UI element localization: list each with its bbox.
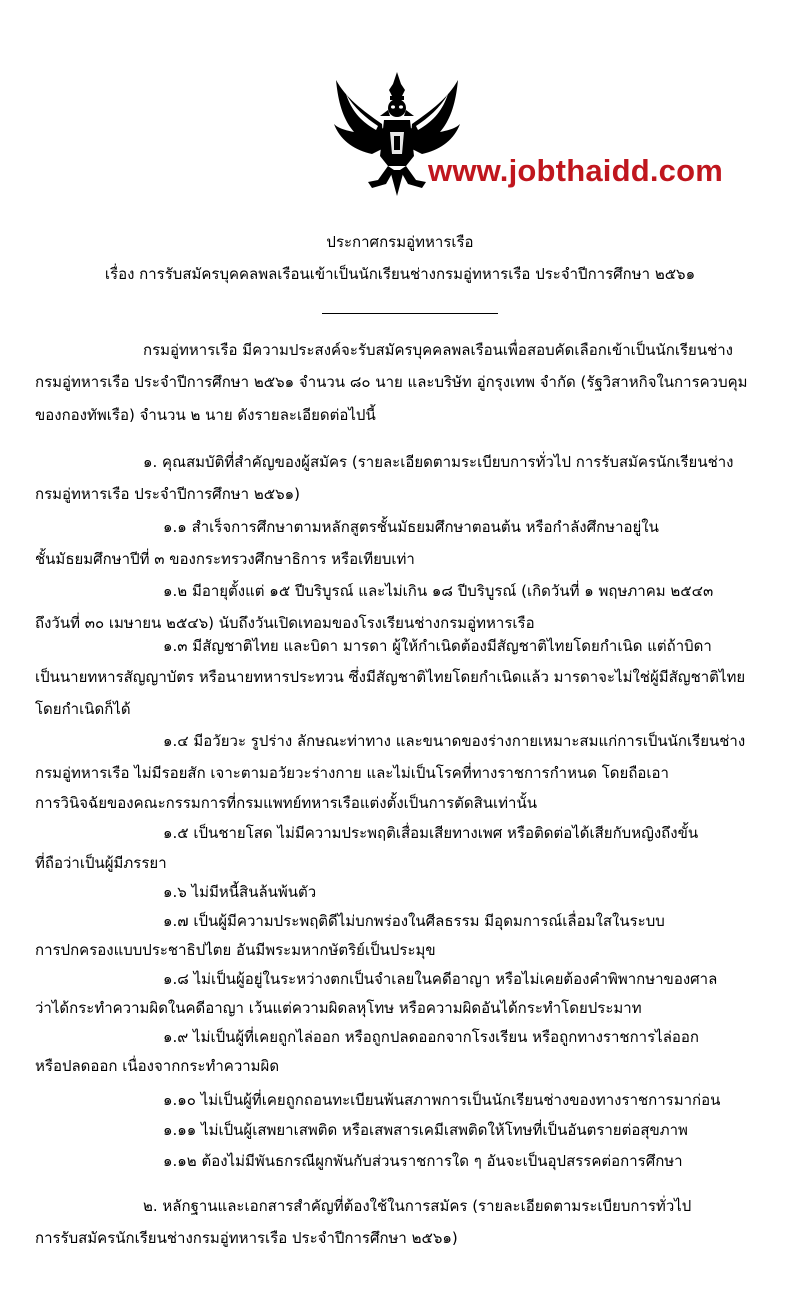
item-line: โดยกำเนิดก็ได้: [35, 700, 131, 718]
item-line: ๑.๑๐ ไม่เป็นผู้ที่เคยถูกถอนทะเบียนพ้นสภาพการเป็นนักเรียนช่างของทางราชการมาก่อน: [163, 1091, 721, 1109]
intro-line: กรมอู่ทหารเรือ มีความประสงค์จะรับสมัครบุคคลพลเรือนเพื่อสอบคัดเลือกเข้าเป็นนักเรียนช่าง: [143, 341, 734, 359]
item-line: ๑.๒ มีอายุตั้งแต่ ๑๕ ปีบริบูรณ์ และไม่เกิน ๑๘ ปีบริบูรณ์ (เกิดวันที่ ๑ พฤษภาคม ๒๕๔๓: [163, 582, 714, 600]
item-line: ๑.๗ เป็นผู้มีความประพฤติดีไม่บกพร่องในศีลธรรม มีอุดมการณ์เลื่อมใสในระบบ: [163, 912, 665, 930]
announcement-subject: เรื่อง การรับสมัครบุคคลพลเรือนเข้าเป็นนักเรียนช่างกรมอู่ทหารเรือ ประจำปีการศึกษา ๒๕๖๑: [104, 265, 696, 283]
item-line: ที่ถือว่าเป็นผู้มีภรรยา: [35, 854, 167, 872]
item-line: ชั้นมัธยมศึกษาปีที่ ๓ ของกระทรวงศึกษาธิการ หรือเทียบเท่า: [35, 550, 415, 568]
item-line: กรมอู่ทหารเรือ ไม่มีรอยสัก เจาะตามอวัยวะร่างกาย และไม่เป็นโรคที่ทางราชการกำหนด โดยถือเอา: [35, 764, 669, 782]
item-line: ๑.๓ มีสัญชาติไทย และบิดา มารดา ผู้ให้กำเนิดต้องมีสัญชาติไทยโดยกำเนิด แต่ถ้าบิดา: [163, 637, 712, 655]
section-heading: ๒. หลักฐานและเอกสารสำคัญที่ต้องใช้ในการสมัคร (รายละเอียดตามระเบียบการทั่วไป: [143, 1197, 692, 1215]
item-line: ว่าได้กระทำความผิดในคดีอาญา เว้นแต่ความผิดลหุโทษ หรือความผิดอันได้กระทำโดยประมาท: [35, 999, 642, 1017]
title-divider: [322, 313, 498, 314]
watermark-url: www.jobthaidd.com: [428, 153, 724, 188]
item-line: ๑.๙ ไม่เป็นผู้ที่เคยถูกไล่ออก หรือถูกปลดออกจากโรงเรียน หรือถูกทางราชการไล่ออก: [163, 1028, 699, 1046]
item-line: ๑.๖ ไม่มีหนี้สินล้นพ้นตัว: [163, 883, 317, 901]
item-line: ๑.๔ มีอวัยวะ รูปร่าง ลักษณะท่าทาง และขนาดของร่างกายเหมาะสมแก่การเป็นนักเรียนช่าง: [163, 732, 746, 750]
section-line: กรมอู่ทหารเรือ ประจำปีการศึกษา ๒๕๖๑): [35, 485, 300, 503]
item-line: การวินิจฉัยของคณะกรรมการที่กรมแพทย์ทหารเรือแต่งตั้งเป็นการตัดสินเท่านั้น: [35, 794, 537, 812]
section-heading: ๑. คุณสมบัติที่สำคัญของผู้สมัคร (รายละเอียดตามระเบียบการทั่วไป การรับสมัครนักเรียนช่าง: [143, 453, 734, 471]
item-line: ๑.๑๒ ต้องไม่มีพันธกรณีผูกพันกับส่วนราชการใด ๆ อันจะเป็นอุปสรรคต่อการศึกษา: [163, 1152, 683, 1170]
intro-line: กรมอู่ทหารเรือ ประจำปีการศึกษา ๒๕๖๑ จำนวน ๘๐ นาย และบริษัท อู่กรุงเทพ จำกัด (รัฐวิสาหกิจในการควบคุม: [35, 373, 748, 391]
intro-line: ของกองทัพเรือ) จำนวน ๒ นาย ดังรายละเอียดต่อไปนี้: [35, 406, 376, 424]
announcement-title: ประกาศกรมอู่ทหารเรือ: [326, 233, 474, 251]
item-line: ๑.๑๑ ไม่เป็นผู้เสพยาเสพติด หรือเสพสารเคมีเสพติดให้โทษที่เป็นอันตรายต่อสุขภาพ: [163, 1121, 688, 1139]
item-line: ๑.๑ สำเร็จการศึกษาตามหลักสูตรชั้นมัธยมศึกษาตอนต้น หรือกำลังศึกษาอยู่ใน: [163, 518, 659, 536]
item-line: หรือปลดออก เนื่องจากกระทำความผิด: [35, 1057, 280, 1075]
item-line: การปกครองแบบประชาธิปไตย อันมีพระมหากษัตริย์เป็นประมุข: [35, 941, 436, 959]
section-line: การรับสมัครนักเรียนช่างกรมอู่ทหารเรือ ประจำปีการศึกษา ๒๕๖๑): [35, 1229, 458, 1247]
item-line: ๑.๕ เป็นชายโสด ไม่มีความประพฤติเสื่อมเสียทางเพศ หรือติดต่อได้เสียกับหญิงถึงขั้น: [163, 824, 699, 842]
item-line: เป็นนายทหารสัญญาบัตร หรือนายทหารประทวน ซึ่งมีสัญชาติไทยโดยกำเนิดแล้ว มารดาจะไม่ใช่ผู้มีสัญชาติไทย: [35, 668, 746, 686]
item-line: ๑.๘ ไม่เป็นผู้อยู่ในระหว่างตกเป็นจำเลยในคดีอาญา หรือไม่เคยต้องคำพิพากษาของศาล: [163, 970, 718, 988]
item-line: ถึงวันที่ ๓๐ เมษายน ๒๕๔๖) นับถึงวันเปิดเทอมของโรงเรียนช่างกรมอู่ทหารเรือ: [35, 614, 535, 632]
